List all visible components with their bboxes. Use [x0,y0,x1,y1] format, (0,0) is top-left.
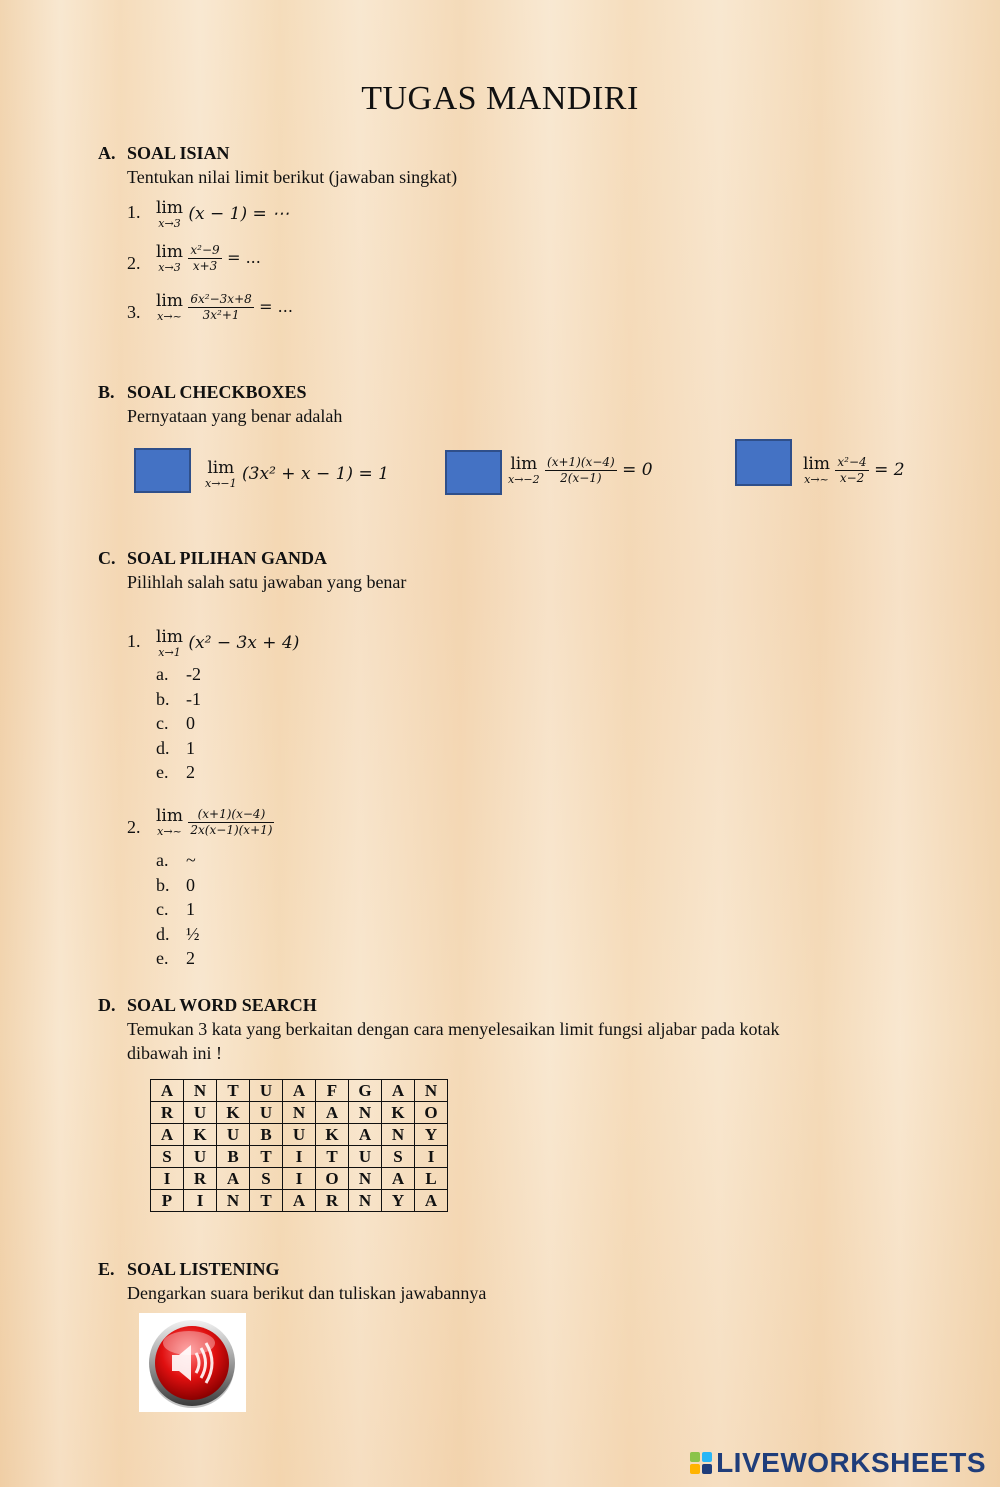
isian-question-3 [156,292,293,323]
choice[interactable] [156,946,200,971]
section-instruction-cont: dibawah ini ! [127,1043,222,1063]
choice-letter: d. [156,737,170,758]
lim-sub: x→3 [158,261,181,274]
item-number: 2. [127,253,141,273]
word-search-cell[interactable]: G [349,1080,382,1102]
word-search-cell[interactable]: U [250,1102,283,1124]
choice-value: ~ [186,850,196,870]
word-search-cell[interactable]: A [217,1168,250,1190]
checkbox-statement-2 [508,455,653,486]
word-search-cell[interactable]: R [184,1168,217,1190]
word-search-cell[interactable]: N [217,1190,250,1212]
isian-question-1 [156,200,289,229]
section-instruction: Temukan 3 kata yang berkaitan dengan cara menyelesaikan limit fungsi aljabar pada kotak [127,1019,780,1039]
word-search-cell[interactable]: F [316,1080,349,1102]
fraction-denominator: 2x(x−1)(x+1) [190,823,273,837]
word-search-cell[interactable]: A [382,1168,415,1190]
section-title: SOAL LISTENING [127,1259,280,1279]
item-number: 1. [127,202,141,222]
choice-value: 0 [186,874,195,895]
word-search-cell[interactable]: I [184,1190,217,1212]
choice-value: 0 [186,713,195,733]
audio-play-button[interactable] [139,1313,246,1412]
word-search-cell[interactable]: U [217,1124,250,1146]
word-search-grid[interactable] [150,1079,448,1212]
word-search-cell[interactable]: N [382,1124,415,1146]
word-search-cell[interactable]: R [316,1190,349,1212]
speaker-icon [139,1313,246,1412]
choice-value: -2 [186,664,201,684]
item-number: 2. [127,817,141,837]
choice[interactable] [156,848,200,873]
word-search-cell[interactable]: B [217,1146,250,1168]
lim-expr: (3x² + x − 1) = 1 [242,464,389,484]
word-search-cell[interactable]: P [151,1190,184,1212]
word-search-cell[interactable]: S [151,1146,184,1168]
word-search-cell[interactable]: K [217,1102,250,1124]
choice-value: ½ [186,923,200,944]
lim-sub: x→~ [157,310,182,323]
lim-expr: (x − 1) = ⋯ [188,204,290,224]
word-search-row [151,1146,448,1168]
choice[interactable] [156,922,200,947]
lim-label: lim [156,291,183,311]
word-search-row [151,1190,448,1212]
page-title: TUGAS MANDIRI [361,80,639,117]
section-instruction: Dengarkan suara berikut dan tuliskan jawabannya [127,1283,487,1303]
word-search-cell[interactable]: T [217,1080,250,1102]
word-search-cell[interactable]: A [151,1080,184,1102]
pg-question-1 [156,629,299,658]
lim-sub: x→−2 [508,473,540,486]
word-search-cell[interactable]: K [316,1124,349,1146]
word-search-cell[interactable]: U [184,1146,217,1168]
word-search-cell[interactable]: A [349,1124,382,1146]
word-search-cell[interactable]: Y [382,1190,415,1212]
word-search-row [151,1102,448,1124]
word-search-cell[interactable]: A [316,1102,349,1124]
word-search-cell[interactable]: U [349,1146,382,1168]
section-letter: A. [98,143,116,163]
word-search-cell[interactable]: A [415,1190,448,1212]
word-search-cell[interactable]: I [415,1146,448,1168]
liveworksheets-logo [690,1447,986,1479]
word-search-row [151,1080,448,1102]
fraction-numerator: x²−4 [837,455,867,469]
fraction-denominator: 3x²+1 [202,308,240,322]
word-search-cell[interactable]: S [382,1146,415,1168]
word-search-cell[interactable]: K [382,1102,415,1124]
word-search-cell[interactable]: K [184,1124,217,1146]
word-search-cell[interactable]: B [250,1124,283,1146]
word-search-cell[interactable]: N [349,1102,382,1124]
logo-text: LIVEWORKSHEETS [716,1447,986,1478]
word-search-cell[interactable]: O [316,1168,349,1190]
fraction-numerator: (x+1)(x−4) [188,807,274,823]
word-search-cell[interactable]: N [349,1190,382,1212]
lim-label: lim [207,458,235,478]
word-search-row [151,1168,448,1190]
choice-letter: d. [156,923,170,944]
logo-mark-icon [690,1452,712,1474]
choice-value: 1 [186,899,195,919]
item-number: 3. [127,302,141,322]
lim-sub: x→1 [158,646,181,659]
choice-letter: b. [156,688,170,709]
choice-letter: b. [156,874,170,895]
word-search-cell[interactable]: I [283,1146,316,1168]
choice-value: 1 [186,737,195,758]
lim-tail: = 0 [622,460,653,480]
word-search-cell[interactable]: A [283,1190,316,1212]
fraction-numerator: 6x²−3x+8 [190,292,252,306]
choice[interactable] [156,687,201,712]
word-search-cell[interactable]: A [382,1080,415,1102]
choice-letter: e. [156,948,169,968]
word-search-cell[interactable]: L [415,1168,448,1190]
choice[interactable] [156,897,200,922]
isian-question-2 [156,243,261,274]
word-search-cell[interactable]: I [283,1168,316,1190]
lim-sub: x→~ [157,825,182,838]
word-search-cell[interactable]: Y [415,1124,448,1146]
word-search-cell[interactable]: N [349,1168,382,1190]
lim-tail: = ... [227,248,261,267]
lim-sub: x→~ [804,473,829,486]
lim-label: lim [510,454,538,474]
lim-label: lim [156,806,183,826]
section-letter: D. [98,995,116,1015]
section-title: SOAL WORD SEARCH [127,995,317,1015]
word-search-cell[interactable]: U [283,1124,316,1146]
word-search-cell[interactable]: A [151,1124,184,1146]
word-search-cell[interactable]: T [316,1146,349,1168]
lim-label: lim [156,242,183,262]
checkbox-statement-1 [205,460,389,489]
word-search-cell[interactable]: T [250,1146,283,1168]
section-title: SOAL ISIAN [127,143,230,163]
pg-choices-2 [156,848,200,971]
choice-letter: e. [156,762,169,782]
choice-letter: c. [156,713,169,733]
word-search-cell[interactable]: O [415,1102,448,1124]
section-instruction: Pernyataan yang benar adalah [127,406,343,426]
word-search-row [151,1124,448,1146]
word-search-cell[interactable]: I [151,1168,184,1190]
choice[interactable] [156,662,201,687]
lim-tail: = ... [259,297,293,316]
fraction-denominator: x+3 [192,259,218,273]
lim-tail: = 2 [874,460,905,480]
lim-label: lim [803,454,830,474]
fraction-denominator: 2(x−1) [560,471,602,485]
choice[interactable] [156,873,200,898]
choice-letter: c. [156,899,169,919]
word-search-cell[interactable]: U [184,1102,217,1124]
word-search-cell[interactable]: T [250,1190,283,1212]
choice-value: -1 [186,688,201,709]
section-title: SOAL CHECKBOXES [127,382,307,402]
lim-sub: x→−1 [205,477,237,490]
choice-value: 2 [186,948,195,968]
section-instruction: Tentukan nilai limit berikut (jawaban singkat) [127,167,458,187]
lim-sub: x→3 [158,217,181,230]
word-search-cell[interactable]: N [184,1080,217,1102]
section-title: SOAL PILIHAN GANDA [127,548,328,568]
fraction-numerator: x²−9 [190,243,220,257]
choice[interactable] [156,736,201,761]
word-search-cell[interactable]: N [415,1080,448,1102]
word-search-cell[interactable]: A [283,1080,316,1102]
lim-label: lim [156,627,183,647]
fraction-numerator: (x+1)(x−4) [547,455,615,469]
fraction-denominator: x−2 [839,471,865,485]
choice[interactable] [156,760,201,785]
word-search-cell[interactable]: R [151,1102,184,1124]
word-search-cell[interactable]: U [250,1080,283,1102]
pg-choices-1 [156,662,201,785]
checkbox-option-2[interactable] [445,450,502,495]
choice-value: 2 [186,762,195,782]
word-search-cell[interactable]: S [250,1168,283,1190]
checkbox-statement-3 [803,455,905,486]
choice[interactable] [156,711,201,736]
word-search-cell[interactable]: N [283,1102,316,1124]
lim-expr: (x² − 3x + 4) [188,633,300,653]
section-instruction: Pilihlah salah satu jawaban yang benar [127,572,407,592]
pg-question-2 [156,807,274,838]
choice-letter: a. [156,664,169,684]
choice-letter: a. [156,850,169,870]
item-number: 1. [127,631,141,651]
section-letter: B. [98,382,115,402]
lim-label: lim [156,198,183,218]
section-letter: C. [98,548,116,568]
checkbox-option-3[interactable] [735,439,792,486]
checkbox-option-1[interactable] [134,448,191,493]
section-letter: E. [98,1259,115,1279]
